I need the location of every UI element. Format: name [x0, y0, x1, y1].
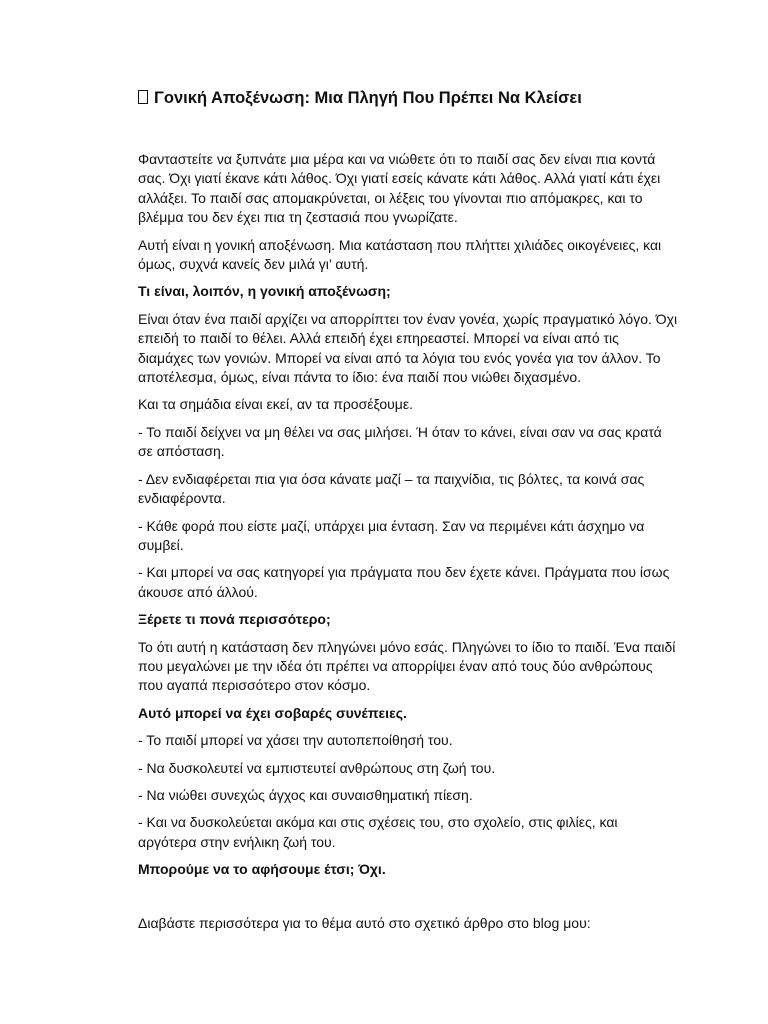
heading-consequences: Αυτό μπορεί να έχει σοβαρές συνέπειες.: [138, 704, 407, 721]
heading-what-is-it: Τι είναι, λοιπόν, η γονική αποξένωση;: [138, 283, 391, 300]
list-item-consequence-4: - Και να δυσκολεύεται ακόμα και στις σχέσεις του, στο σχολείο, στις φιλίες, και αργότερα στην ενήλικη ζωή του.: [138, 814, 618, 850]
list-item-sign-2: - Δεν ενδιαφέρεται πια για όσα κάνατε μαζί – τα παιχνίδια, τις βόλτες, τα κοινά σας ενδιαφέροντα.: [138, 470, 645, 507]
document-title: [138, 86, 678, 110]
list-item-consequence-2: - Να δυσκολευτεί να εμπιστευτεί ανθρώπους στη ζωή του.: [138, 759, 496, 776]
paragraph-definition-lead: Αυτή είναι η γονική αποξένωση. Μια κατάσταση που πλήττει χιλιάδες οικογένειες, και όμως, συχνά κανείς δεν μιλά γι’ αυτή.: [138, 236, 662, 273]
list-item-consequence-3: - Να νιώθει συνεχώς άγχος και συναισθηματική πίεση.: [138, 786, 473, 803]
list-item-sign-1: - Το παιδί δείχνει να μη θέλει να σας μιλήσει. Ή όταν το κάνει, είναι σαν να σας κρατά σε απόσταση.: [138, 423, 662, 460]
document-title-text: Γονική Αποξένωση: Μια Πληγή Που Πρέπει Να Κλείσει: [154, 89, 582, 107]
paragraph-signs-intro: Και τα σημάδια είναι εκεί, αν τα προσέξουμε.: [138, 396, 413, 413]
document-page: [138, 86, 678, 941]
paragraph-explanation: Είναι όταν ένα παιδί αρχίζει να απορρίπτει τον έναν γονέα, χωρίς πραγματικό λόγο. Όχι επειδή το παιδί το θέλει. Αλλά επειδή έχει επηρεαστεί. Μπορεί να είναι από τις διαμάχες των γονιών. Μπορεί να είναι από τα λόγια του ενός γονέα για τον άλλον. Το αποτέλεσμα, όμως, είναι πάντα το ίδιο: ένα παιδί που νιώθει διχασμένο.: [138, 310, 678, 386]
missing-glyph-icon: [138, 90, 148, 104]
paragraph-intro: Φανταστείτε να ξυπνάτε μια μέρα και να νιώθετε ότι το παιδί σας δεν είναι πια κοντά σας. Όχι γιατί έκανε κάτι λάθος. Όχι γιατί εσείς κάνατε κάτι λάθος. Αλλά γιατί κάτι έχει αλλάξει. Το παιδί σας απομακρύνεται, οι λέξεις του γίνονται πιο απόμακρες, και το βλέμμα του δεν έχει πια τη ζεστασιά που γνωρίζατε.: [138, 151, 661, 226]
list-item-consequence-1: - Το παιδί μπορεί να χάσει την αυτοπεποίθησή του.: [138, 732, 453, 749]
paragraph-read-more: Διαβάστε περισσότερα για το θέμα αυτό στο σχετικό άρθρο στο blog μου:: [138, 914, 591, 931]
list-item-sign-4: - Και μπορεί να σας κατηγορεί για πράγματα που δεν έχετε κάνει. Πράγματα που ίσως άκουσε από άλλού.: [138, 564, 670, 600]
paragraph-child-hurt: Το ότι αυτή η κατάσταση δεν πληγώνει μόνο εσάς. Πληγώνει το ίδιο το παιδί. Ένα παιδί που μεγαλώνει με την ιδέα ότι πρέπει να απορρίψει έναν από τους δύο ανθρώπους που αγαπά περισσότερο στον κόσμο.: [138, 638, 676, 694]
list-item-sign-3: - Κάθε φορά που είστε μαζί, υπάρχει μια ένταση. Σαν να περιμένει κάτι άσχημο να συμβεί.: [138, 517, 645, 553]
heading-what-hurts-most: Ξέρετε τι πονά περισσότερο;: [138, 611, 331, 628]
heading-can-we-leave-it: Μπορούμε να το αφήσουμε έτσι; Όχι.: [138, 861, 386, 878]
